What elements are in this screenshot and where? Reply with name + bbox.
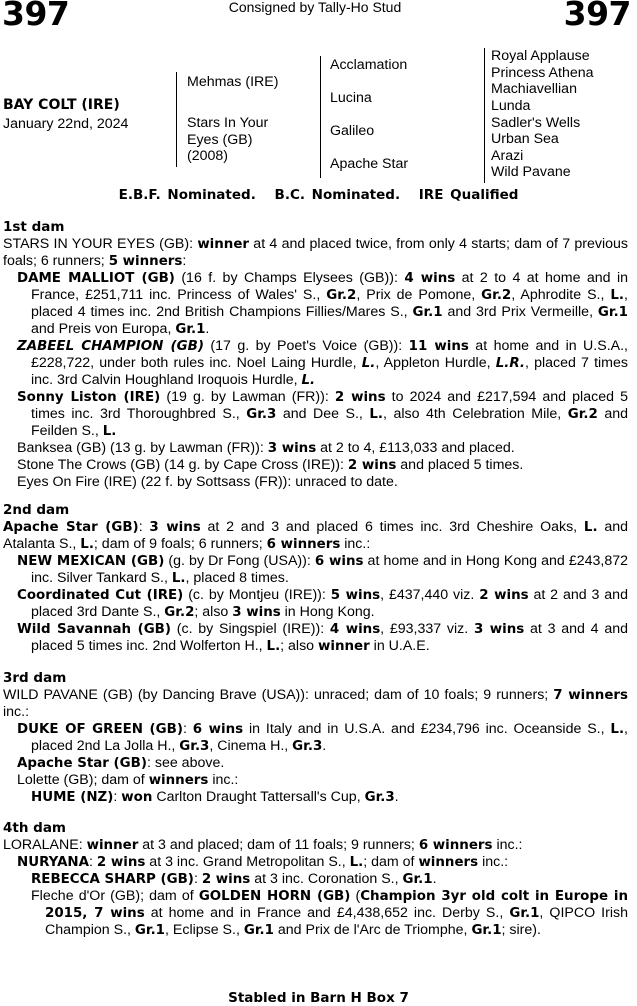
produce-record [3,474,628,491]
produce-record [3,389,628,440]
dam-summary [3,236,628,270]
record-text: in Italy and in U.S.A. and £234,796 inc. Oceanside S., [243,721,611,737]
record-text: Lolette (GB); dam of [17,772,149,788]
pedigree-grandparent: Apache Star [330,156,409,172]
black-type-text: Gr.2 [567,407,598,422]
record-text: at 3 and placed; dam of 11 foals; 9 runners; [138,837,419,853]
record-text: at 2 to 4, £113,033 and placed. [316,440,515,456]
pedigree-great-grandparent: Sadler's Wells [491,115,581,131]
black-type-text: 2 wins [96,855,146,870]
black-type-text: L. [102,424,117,439]
record-text: : [138,519,150,535]
black-type-text: Gr.3 [246,407,277,422]
nomination-bc: B.C. Nominated. [274,187,401,203]
pedigree-great-grandparent: Lunda [491,98,531,114]
black-type-text: Apache Star (GB) [3,520,139,535]
record-text: inc.: [208,772,239,788]
section-entries [3,519,628,655]
black-type-text: ZABEEL CHAMPION (GB) [17,339,204,354]
lot-number-right: 397 [563,0,631,33]
section-title: 4th dam [3,820,66,836]
black-type-text: 6 wins [192,722,244,737]
record-text: (c. by Montjeu (IRE)): [183,587,331,603]
black-type-text: NEW MEXICAN (GB) [17,554,165,569]
record-text: inc.: [478,854,509,870]
black-type-text: 4 wins [404,271,456,286]
record-text: . [322,738,327,754]
black-type-text: L. [369,407,383,422]
record-text: at 2 and 3 and placed 6 times inc. 3rd Cheshire Oaks, [200,519,584,535]
record-text: : [89,854,97,870]
black-type-text: 2 wins [201,872,251,887]
nominations-line [0,187,637,203]
record-text: (19 g. by Lawman (FR)): [160,389,335,405]
record-text: at 3 inc. Grand Metropolitan S., [145,854,350,870]
nomination-ebf: E.B.F. Nominated. [118,187,256,203]
pedigree-great-grandparent: Wild Pavane [491,164,571,180]
black-type-text: winner [86,838,139,853]
section-3rd-dam [3,670,628,806]
record-text: at 3 and 4 and placed 5 times inc. 2nd Wolferton H., [31,621,628,654]
black-type-text: 2 wins [334,390,386,405]
black-type-text: won [121,790,153,805]
record-text: to 2024 and £217,594 and placed 5 times inc. 3rd Thoroughbred S., [31,389,628,422]
black-type-text: Gr.1 [412,305,443,320]
dam-summary [3,837,628,854]
produce-record [3,457,628,474]
record-text: , Prix de Pomone, [356,287,482,303]
record-text: ; also [194,604,233,620]
record-text: . [205,321,210,337]
pedigree-dam-line: Eyes (GB) [187,131,253,148]
black-type-text: Gr.1 [175,322,206,337]
record-text: at 2 and 3 and placed 3rd Dante S., [31,587,628,620]
record-text: Stone The Crows (GB) (14 g. by Cape Cross (IRE)): [17,457,348,473]
record-text: , QIPCO Irish Champion S., [45,905,628,938]
record-text: , also 4th Celebration Mile, [383,406,568,422]
black-type-text: L. [171,571,186,586]
record-text: (16 f. by Champs Elysees (GB)): [174,270,405,286]
black-type-text: Apache Star (GB) [17,756,147,771]
pedigree-great-grandparent: Machiavellian [491,81,577,97]
black-type-text: Gr.3 [179,739,210,754]
black-type-text: 3 wins [473,622,525,637]
record-text: : [113,789,122,805]
record-text: , placed 8 times. [185,570,289,586]
black-type-text: winners [418,855,479,870]
black-type-text: Gr.2 [481,288,512,303]
black-type-text: L. [610,722,625,737]
black-type-text: 6 winners [266,537,341,552]
produce-record [3,553,628,587]
black-type-text: Gr.1 [509,906,540,921]
record-text: (17 g. by Poet's Voice (GB)): [203,338,409,354]
produce-record [3,440,628,457]
record-text: in Hong Kong. [280,604,375,620]
record-text: inc.: [492,837,523,853]
black-type-text: 5 winners [108,254,183,269]
pedigree-dam [187,115,268,165]
section-2nd-dam [3,502,628,655]
black-type-text: winner [318,639,370,654]
nomination-ire: IRE Qualified [418,187,519,203]
record-text: , Aphrodite S., [511,287,611,303]
black-type-text: GOLDEN HORN (GB) [198,889,351,904]
produce-record [3,789,628,806]
record-text: , £93,337 viz. [380,621,474,637]
stabling-footer: Stabled in Barn H Box 7 [228,990,409,1006]
record-text: , placed 7 times inc. 3rd Calvin Houghland Iroquois Hurdle, [31,355,628,388]
black-type-text: 2 wins [347,458,397,473]
black-type-text: Coordinated Cut (IRE) [17,588,184,603]
record-text: Banksea (GB) (13 g. by Lawman (FR)): [17,440,268,456]
pedigree-dam-line: (2008) [187,148,229,164]
pedigree-grandparent: Lucina [330,90,372,106]
record-text: ; also [280,638,319,654]
black-type-text: L. [583,520,598,535]
black-type-text: 2 wins [479,588,529,603]
dam-summary [3,687,628,721]
black-type-text: 4 wins [329,622,381,637]
pedigree-sire: Mehmas (IRE) [187,74,279,90]
black-type-text: L. [301,373,316,388]
black-type-text: Gr.2 [326,288,357,303]
black-type-text: Champion 3yr old colt in Europe in 2015, 7 wins [45,889,629,921]
record-text: ; sire). [501,922,541,938]
record-text: at 2 to 4 at home and in France, £251,711 inc. Princess of Wales' S., [31,270,629,303]
black-type-text: 3 wins [232,605,281,620]
record-text: : see above. [146,755,225,771]
black-type-text: winner [197,237,250,252]
record-text: inc.: [340,536,371,552]
record-text: ; dam of 9 foals; 6 runners; [93,536,267,552]
pedigree-dam-line: Stars In Your [187,115,269,131]
black-type-text: Wild Savannah (GB) [17,622,172,637]
record-text: , placed 2nd La Jolla H., [31,721,628,754]
produce-record [3,854,628,871]
produce-record [3,888,628,939]
record-text: in U.A.E. [369,638,430,654]
record-text: : [193,871,202,887]
record-text: . [432,871,437,887]
pedigree-grandparent: Galileo [330,123,375,139]
black-type-text: winners [148,773,209,788]
record-text: , Appleton Hurdle, [375,355,496,371]
record-text: at home and in France and £4,438,652 inc. Derby S., [144,905,510,921]
black-type-text: REBECCA SHARP (GB) [31,872,194,887]
record-text: , Eclipse S., [165,922,244,938]
black-type-text: L. [349,855,364,870]
record-text: (g. by Dr Fong (USA)): [164,553,315,569]
record-text: . [394,789,399,805]
black-type-text: L. [266,639,281,654]
record-text: Eyes On Fire (IRE) (22 f. by Sottsass (FR)): unraced to date. [17,474,398,490]
pedigree-grandparent: Acclamation [330,57,408,73]
black-type-text: L. [361,356,376,371]
horse-description: BAY COLT (IRE) [3,97,120,113]
section-entries [3,837,628,939]
produce-record [3,772,628,789]
section-1st-dam [3,219,628,491]
black-type-text: L.R. [495,356,525,371]
record-text: , placed 4 times inc. 2nd British Champions Fillies/Mares S., [31,287,628,320]
black-type-text: Gr.1 [597,305,628,320]
pedigree-bracket-line [484,48,485,183]
section-entries [3,236,628,491]
record-text: ( [350,888,361,904]
consignor-line: Consigned by Tally-Ho Stud [228,0,402,15]
record-text: , Cinema H., [209,738,293,754]
black-type-text: NURYANA [17,855,90,870]
produce-record [3,871,628,888]
record-text: and Feilden S., [31,406,628,439]
produce-record [3,338,628,389]
record-text: Fleche d'Or (GB); dam of [31,888,199,904]
record-text: : [182,253,187,269]
record-text: and Atalanta S., [3,519,629,552]
record-text: STARS IN YOUR EYES (GB): [3,236,198,252]
record-text: at 4 and placed twice, from only 4 starts; dam of 7 previous foals; 6 runners; [3,236,628,269]
black-type-text: Gr.3 [292,739,323,754]
black-type-text: Gr.1 [243,923,274,938]
pedigree-great-grandparent: Royal Applause [491,48,590,64]
pedigree-bracket-line [176,72,177,167]
black-type-text: 7 winners [553,688,628,703]
black-type-text: 3 wins [149,520,201,535]
black-type-text: L. [80,537,94,552]
pedigree-great-grandparent: Arazi [491,148,524,164]
record-text: , £437,440 viz. [380,587,480,603]
black-type-text: Gr.1 [402,872,433,887]
pedigree-great-grandparent: Urban Sea [491,131,559,147]
section-title: 1st dam [3,219,65,235]
black-type-text: 6 wins [314,554,364,569]
record-text: (c. by Singspiel (IRE)): [171,621,330,637]
record-text: and Preis von Europa, [31,321,176,337]
produce-record [3,721,628,755]
record-text: at 3 inc. Coronation S., [250,871,403,887]
record-text: WILD PAVANE (GB) (by Dancing Brave (USA)): unraced; dam of 10 foals; 9 runners; [3,687,554,703]
section-title: 2nd dam [3,502,70,518]
pedigree-great-grandparent: Princess Athena [491,65,594,81]
pedigree-bracket-line [320,56,321,178]
black-type-text: L. [610,288,625,303]
record-text: and placed 5 times. [396,457,524,473]
record-text: inc.: [3,704,30,720]
black-type-text: Gr.1 [471,923,502,938]
record-text: and Dee S., [276,406,370,422]
black-type-text: DUKE OF GREEN (GB) [17,722,183,737]
record-text: and 3rd Prix Vermeille, [442,304,598,320]
black-type-text: 3 wins [267,441,317,456]
section-title: 3rd dam [3,670,67,686]
foaling-date: January 22nd, 2024 [3,116,129,132]
black-type-text: HUME (NZ) [31,790,114,805]
black-type-text: Gr.2 [164,605,195,620]
black-type-text: DAME MALLIOT (GB) [17,271,175,286]
record-text: at home and in U.S.A., £228,722, under both rules inc. Noel Laing Hurdle, [31,338,629,371]
black-type-text: Sonny Liston (IRE) [17,390,161,405]
record-text: Carlton Draught Tattersall's Cup, [152,789,365,805]
black-type-text: Gr.3 [364,790,395,805]
black-type-text: 5 wins [330,588,381,603]
produce-record [3,270,628,338]
section-4th-dam [3,820,628,939]
produce-record [3,587,628,621]
lot-number-left: 397 [2,0,70,33]
record-text: LORALANE: [3,837,87,853]
black-type-text: Gr.1 [134,923,165,938]
record-text: and Prix de l'Arc de Triomphe, [273,922,472,938]
produce-record [3,755,628,772]
section-entries [3,687,628,806]
dam-summary [3,519,628,553]
record-text: ; dam of [363,854,419,870]
black-type-text: 11 wins [408,339,469,354]
record-text: at home and in Hong Kong and £243,872 inc. Silver Tankard S., [31,553,628,586]
black-type-text: 6 winners [418,838,493,853]
produce-record [3,621,628,655]
record-text: : [183,721,193,737]
